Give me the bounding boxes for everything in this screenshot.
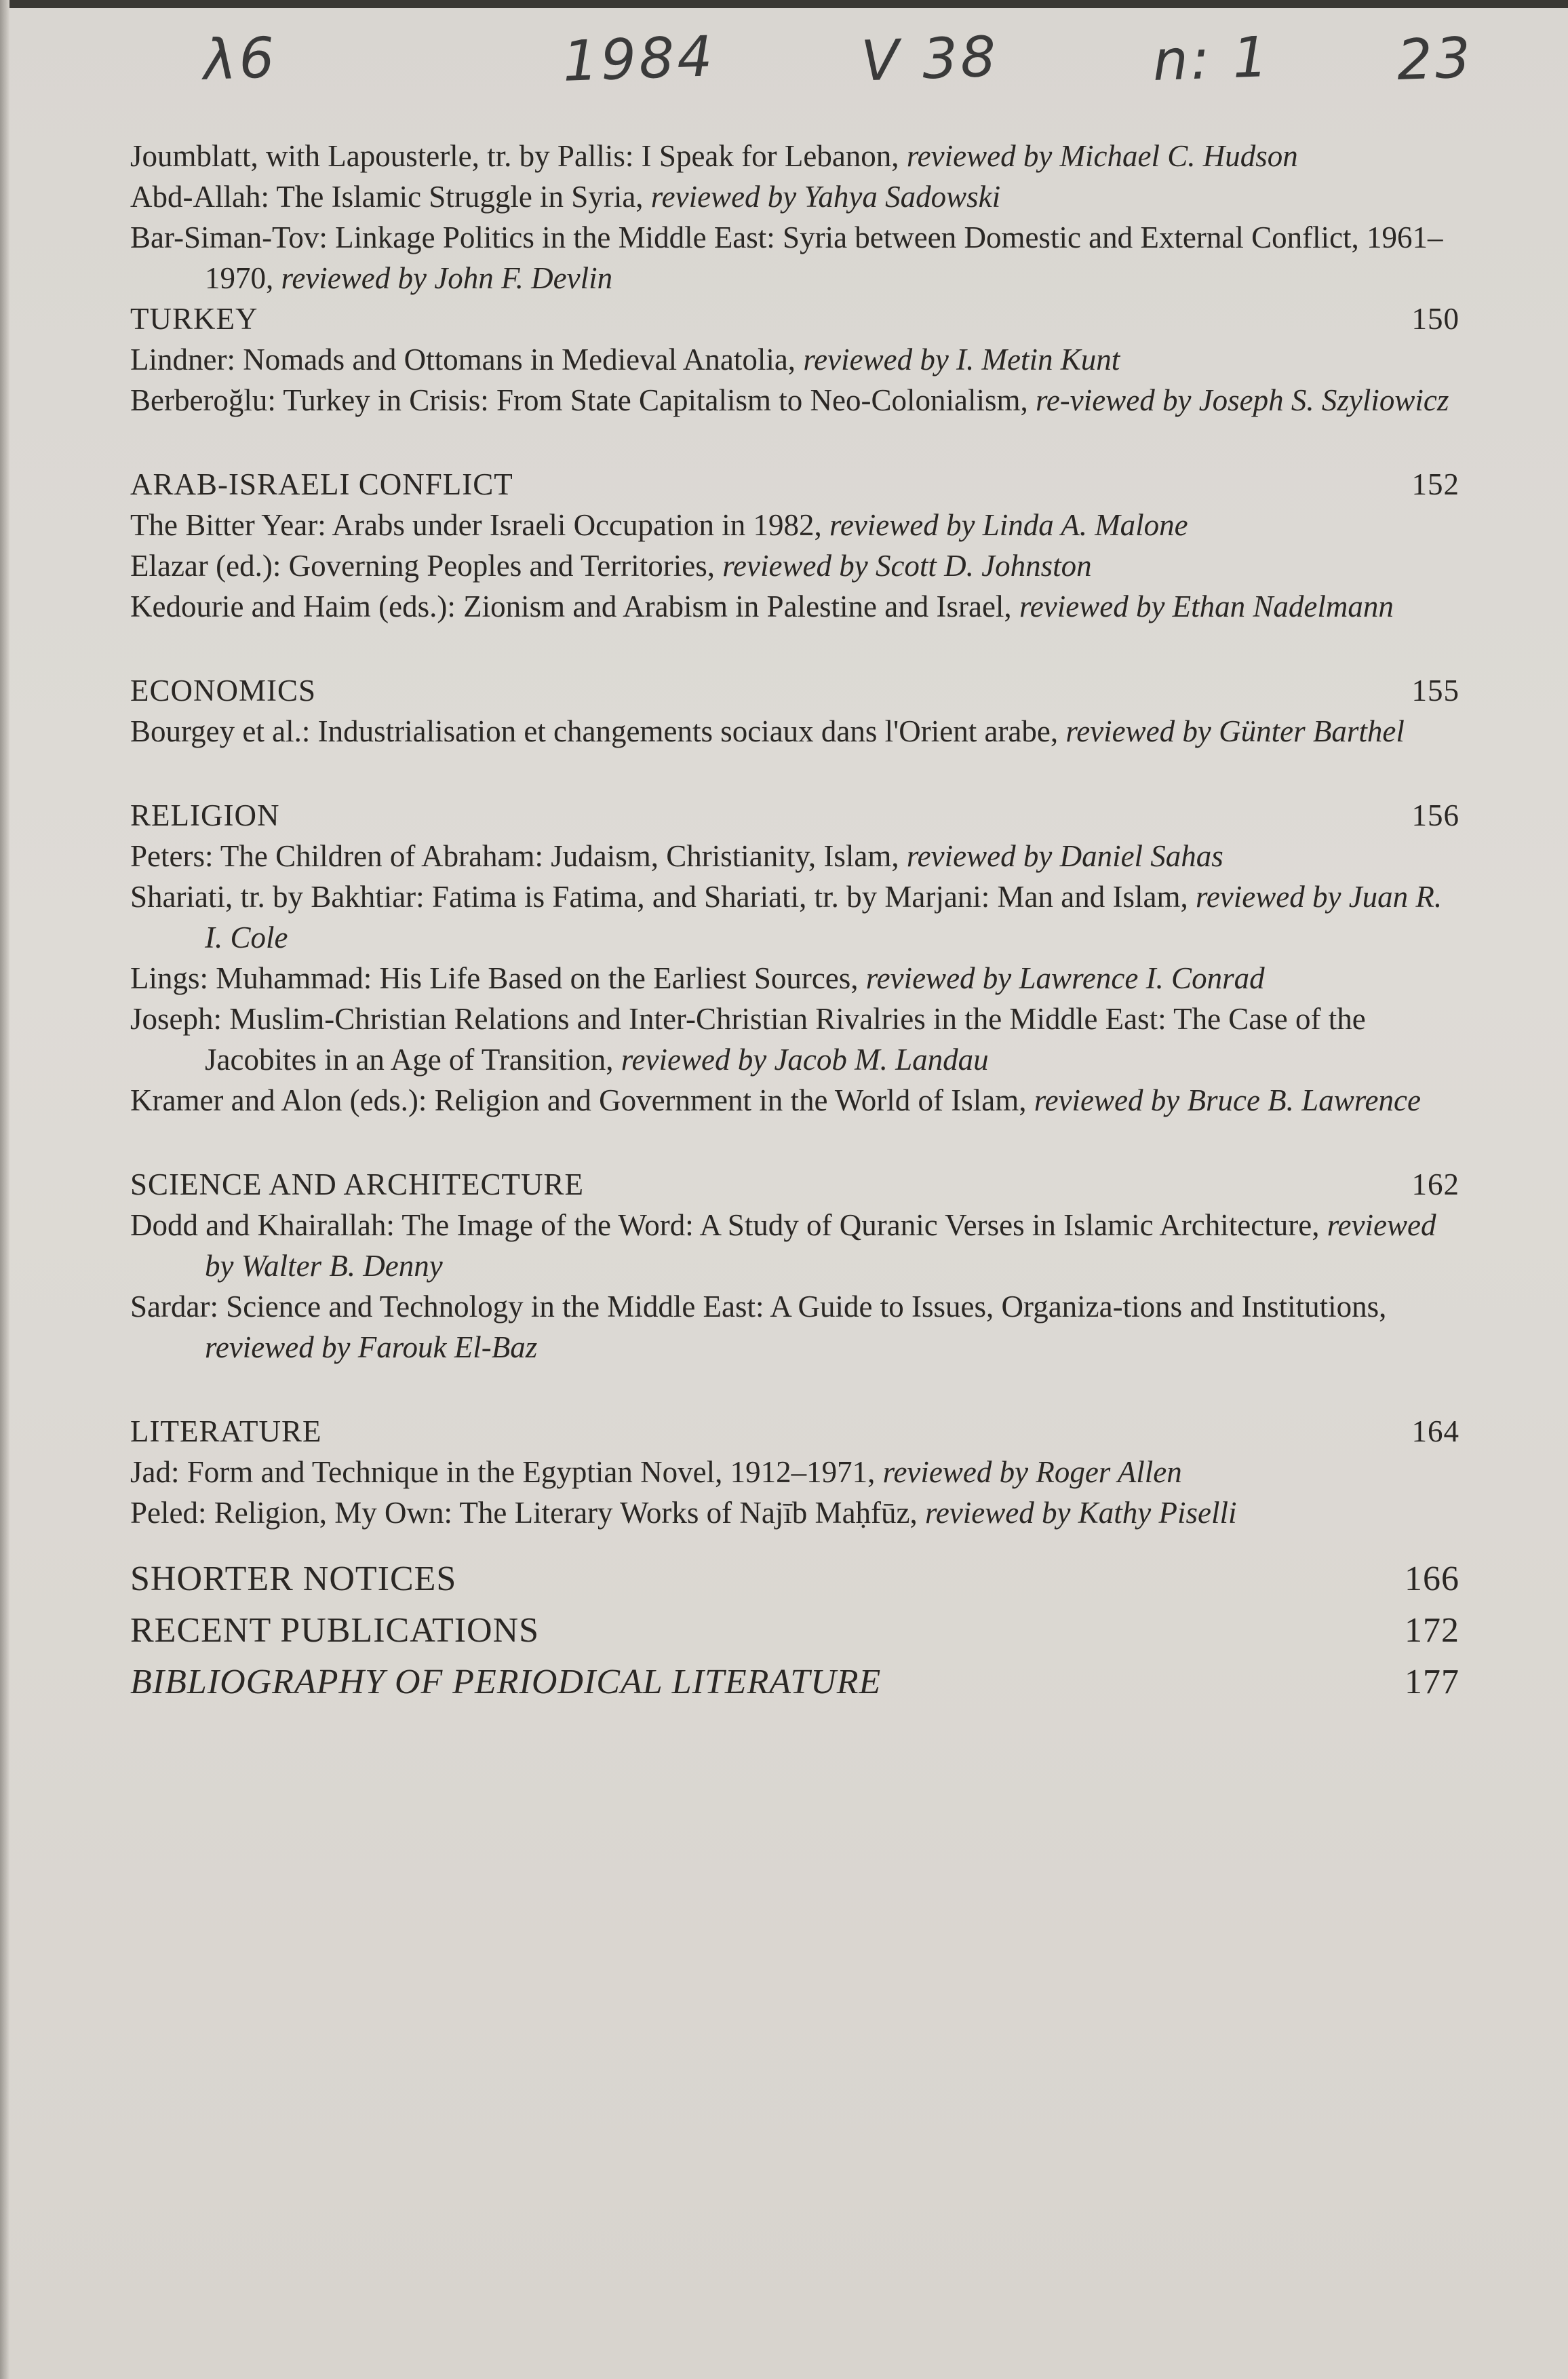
handwritten-page: 23: [1396, 26, 1474, 93]
entry-reviewer: re-viewed by Joseph S. Szyliowicz: [1035, 383, 1449, 417]
entry-title: Joumblatt, with Lapousterle, tr. by Pallis: I Speak for Lebanon,: [130, 139, 907, 173]
section-heading: [130, 1164, 1459, 1205]
section-title: ARAB-ISRAELI CONFLICT: [130, 467, 513, 501]
entry-title: Bar-Siman-Tov: Linkage Politics in the Middle East: Syria between Domestic and External Conflict, 1961–1970,: [130, 220, 1443, 295]
entry-reviewer: reviewed by Linda A. Malone: [829, 508, 1188, 542]
section-heading: [130, 795, 1459, 836]
toc-entry: [130, 1080, 1459, 1121]
entry-title: Sardar: Science and Technology in the Middle East: A Guide to Issues, Organiza-tions and Institutions,: [130, 1290, 1387, 1323]
entry-title: Berberoğlu: Turkey in Crisis: From State Capitalism to Neo-Colonialism,: [130, 383, 1036, 417]
handwritten-code: λ6: [202, 26, 279, 93]
entry-title: Elazar (ed.): Governing Peoples and Territories,: [130, 549, 723, 583]
intro-entries: [130, 136, 1459, 298]
top-edge-bar: [0, 0, 1568, 8]
entry-reviewer: reviewed by Günter Barthel: [1065, 714, 1405, 748]
toc-entry: [130, 586, 1459, 627]
toc-entry: [130, 1492, 1459, 1533]
closing-heading: [130, 1605, 1459, 1657]
section-title: LITERATURE: [130, 1414, 322, 1448]
toc-entry: [130, 1286, 1459, 1368]
section-title: TURKEY: [130, 302, 258, 336]
toc-entry: [130, 136, 1459, 176]
toc-section: [130, 298, 1459, 421]
section-page-number: 150: [1411, 302, 1459, 336]
entry-title: Lings: Muhammad: His Life Based on the Earliest Sources,: [130, 961, 866, 995]
section-page-number: 156: [1411, 798, 1459, 832]
entry-reviewer: reviewed by Ethan Nadelmann: [1019, 589, 1394, 623]
entry-title: Joseph: Muslim-Christian Relations and Inter-Christian Rivalries in the Middle East: The Case of the Jacobites in an Age of Transition,: [130, 1002, 1366, 1077]
entry-reviewer: reviewed by Farouk El-Baz: [205, 1330, 538, 1364]
toc-entry: [130, 339, 1459, 380]
closing-page-number: 172: [1405, 1611, 1459, 1650]
section-page-number: 162: [1411, 1167, 1459, 1201]
entry-reviewer: reviewed by I. Metin Kunt: [803, 343, 1120, 376]
entry-reviewer: reviewed by Jacob M. Landau: [621, 1043, 989, 1077]
entry-reviewer: reviewed by Lawrence I. Conrad: [865, 961, 1265, 995]
closing-title: BIBLIOGRAPHY OF PERIODICAL LITERATURE: [130, 1663, 882, 1701]
entry-reviewer: reviewed by Bruce B. Lawrence: [1034, 1083, 1421, 1117]
toc-section: [130, 1411, 1459, 1533]
section-page-number: 155: [1411, 674, 1459, 708]
entry-reviewer: reviewed by Juan R. I. Cole: [205, 880, 1443, 954]
entry-title: Lindner: Nomads and Ottomans in Medieval Anatolia,: [130, 343, 804, 376]
entry-title: The Bitter Year: Arabs under Israeli Occupation in 1982,: [130, 508, 830, 542]
entry-reviewer: reviewed by Michael C. Hudson: [906, 139, 1298, 173]
table-of-contents: [130, 136, 1459, 1708]
entry-title: Abd-Allah: The Islamic Struggle in Syria,: [130, 180, 651, 214]
section-title: RELIGION: [130, 798, 280, 832]
section-heading: [130, 670, 1459, 711]
entry-title: Bourgey et al.: Industrialisation et changements sociaux dans l'Orient arabe,: [130, 714, 1066, 748]
section-heading: [130, 464, 1459, 505]
toc-entry: [130, 176, 1459, 217]
entry-reviewer: reviewed by Scott D. Johnston: [722, 549, 1092, 583]
closing-title: RECENT PUBLICATIONS: [130, 1611, 540, 1650]
toc-entry: [130, 999, 1459, 1080]
section-heading: [130, 298, 1459, 339]
toc-entry: [130, 505, 1459, 545]
entry-title: Kramer and Alon (eds.): Religion and Government in the World of Islam,: [130, 1083, 1034, 1117]
toc-section: [130, 795, 1459, 1121]
entry-reviewer: reviewed by Daniel Sahas: [906, 839, 1223, 873]
toc-section: [130, 1164, 1459, 1368]
closing-heading: [130, 1657, 1459, 1708]
toc-entry: [130, 1452, 1459, 1492]
toc-entry: [130, 876, 1459, 958]
toc-entry: [130, 836, 1459, 876]
handwritten-year: 1984: [562, 24, 717, 94]
entry-title: Peled: Religion, My Own: The Literary Works of Najīb Maḥfūz,: [130, 1496, 925, 1530]
entry-title: Shariati, tr. by Bakhtiar: Fatima is Fatima, and Shariati, tr. by Marjani: Man and Islam,: [130, 880, 1196, 914]
toc-entry: [130, 711, 1459, 752]
entry-title: Dodd and Khairallah: The Image of the Word: A Study of Quranic Verses in Islamic Architecture,: [130, 1208, 1327, 1242]
section-heading: [130, 1411, 1459, 1452]
toc-entry: [130, 545, 1459, 586]
toc-section: [130, 670, 1459, 752]
handwritten-volume: V 38: [860, 24, 1000, 94]
toc-entry: [130, 958, 1459, 999]
entry-reviewer: reviewed by Walter B. Denny: [205, 1208, 1436, 1283]
section-title: SCIENCE AND ARCHITECTURE: [130, 1167, 585, 1201]
section-title: ECONOMICS: [130, 674, 317, 708]
entry-reviewer: reviewed by John F. Devlin: [281, 261, 613, 295]
toc-entry: [130, 1205, 1459, 1286]
toc-entry: [130, 380, 1459, 421]
toc-entry: [130, 217, 1459, 298]
entry-title: Peters: The Children of Abraham: Judaism, Christianity, Islam,: [130, 839, 907, 873]
closing-title: SHORTER NOTICES: [130, 1560, 457, 1598]
entry-reviewer: reviewed by Roger Allen: [882, 1455, 1182, 1489]
closing-heading: [130, 1553, 1459, 1605]
section-page-number: 164: [1411, 1414, 1459, 1448]
section-page-number: 152: [1411, 467, 1459, 501]
handwritten-number: n: 1: [1152, 24, 1272, 94]
page-binding-edge: [0, 0, 9, 2379]
entry-reviewer: reviewed by Kathy Piselli: [925, 1496, 1237, 1530]
entry-reviewer: reviewed by Yahya Sadowski: [650, 180, 1001, 214]
closing-page-number: 177: [1405, 1663, 1459, 1701]
toc-section: [130, 464, 1459, 627]
entry-title: Kedourie and Haim (eds.): Zionism and Arabism in Palestine and Israel,: [130, 589, 1019, 623]
closing-page-number: 166: [1405, 1560, 1459, 1598]
entry-title: Jad: Form and Technique in the Egyptian Novel, 1912–1971,: [130, 1455, 883, 1489]
